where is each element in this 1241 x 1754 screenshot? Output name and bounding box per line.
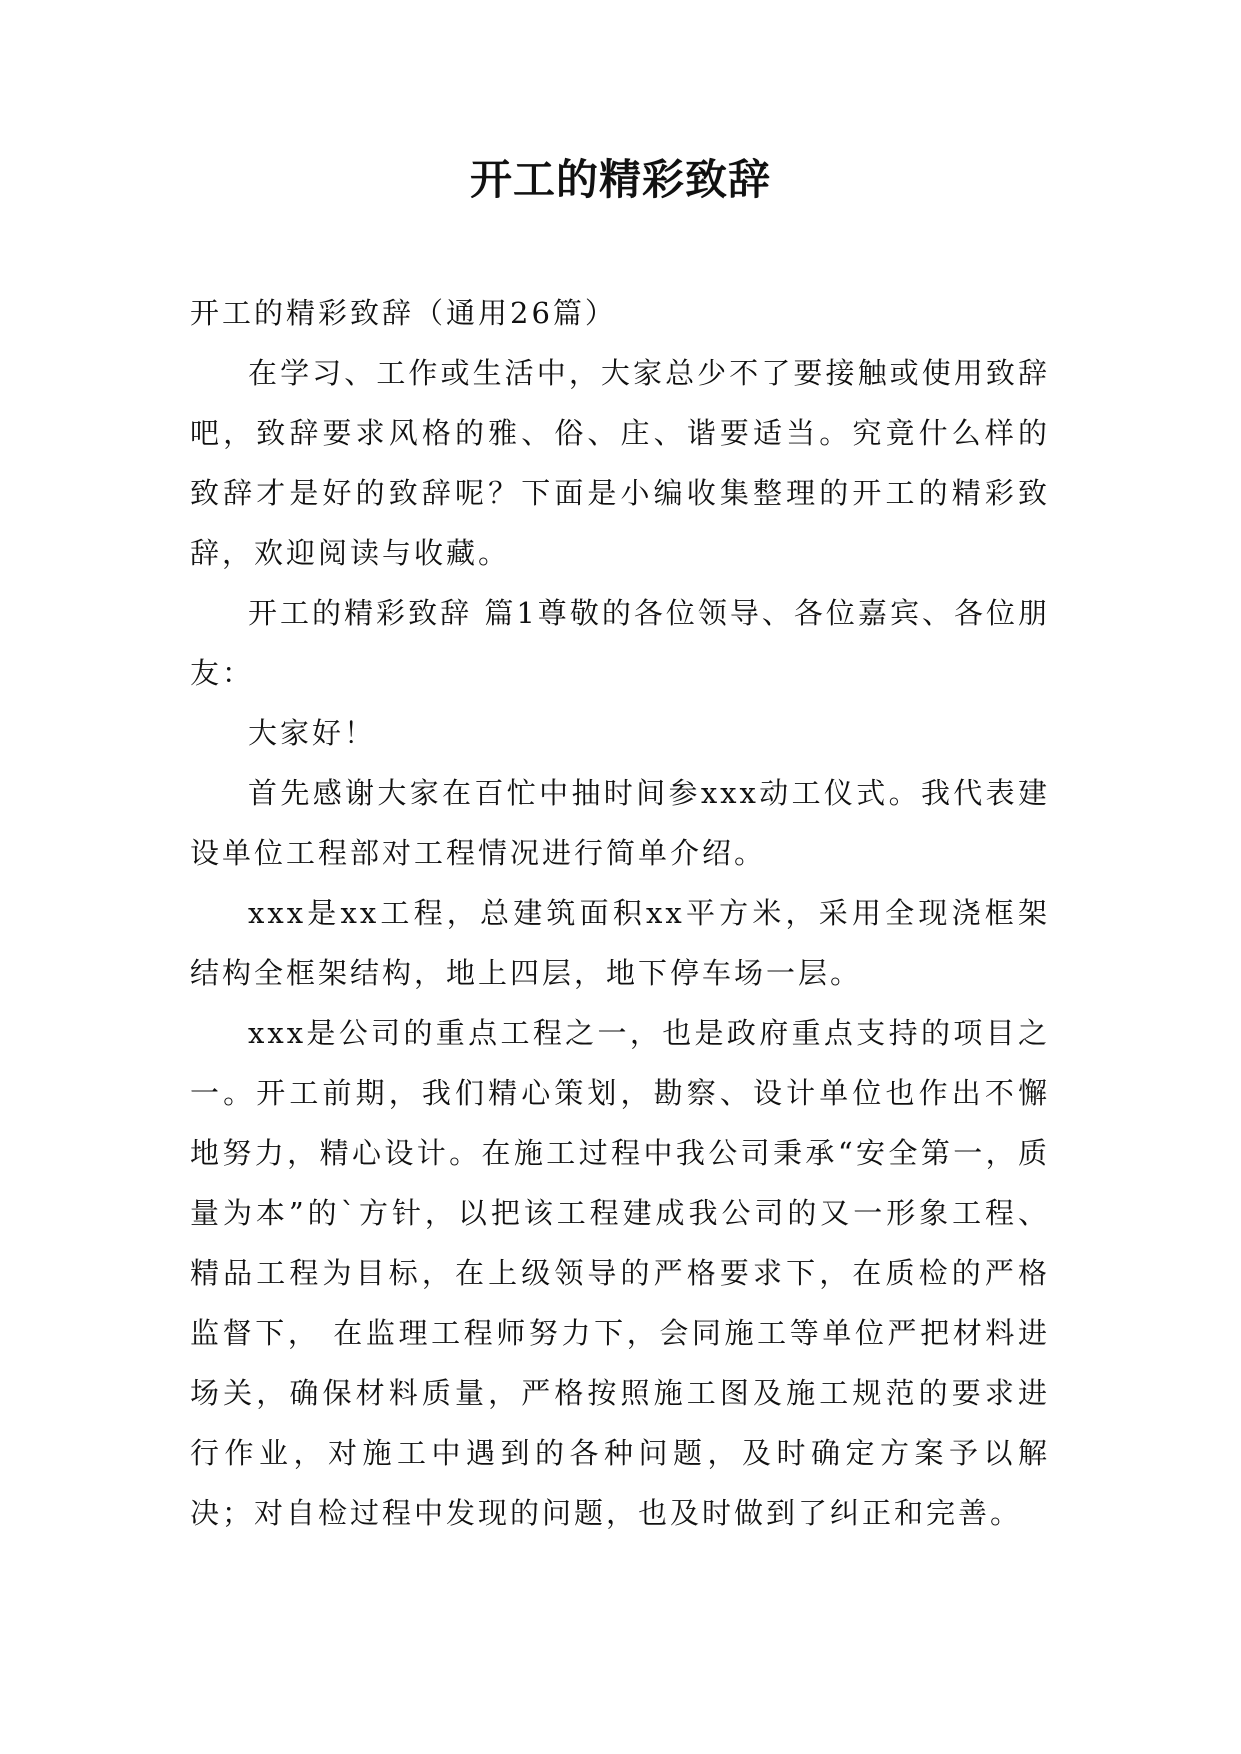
paragraph-project-details: xxx是公司的重点工程之一，也是政府重点支持的项目之一。开工前期，我们精心策划，勘察、设计单位也作出不懈地努力，精心设计。在施工过程中我公司秉承“安全第一，质量为本”的`方针，以把该工程建成我公司的又一形象工程、精品工程为目标，在上级领导的严格要求下，在质检的严格监督下， 在监理工程师努力下，会同施工等单位严把材料进场关，确保材料质量，严格按照施工图及施工规范的要求进行作业，对施工中遇到的各种问题，及时确定方案予以解决；对自检过程中发现的问题，也及时做到了纠正和完善。 (190, 1016, 1050, 1530)
paragraph-greeting-heading: 开工的精彩致辞 篇1尊敬的各位领导、各位嘉宾、各位朋友： (190, 596, 1050, 690)
document-subtitle: 开工的精彩致辞（通用26篇） (190, 296, 617, 330)
document-title: 开工的精彩致辞 (469, 155, 771, 204)
paragraph-intro: 在学习、工作或生活中，大家总少不了要接触或使用致辞吧，致辞要求风格的雅、俗、庄、谐要适当。究竟什么样的致辞才是好的致辞呢？下面是小编收集整理的开工的精彩致辞，欢迎阅读与收藏。 (190, 356, 1050, 570)
document-body (190, 283, 1050, 1543)
paragraph-thanks: 首先感谢大家在百忙中抽时间参xxx动工仪式。我代表建设单位工程部对工程情况进行简单介绍。 (190, 776, 1050, 870)
paragraph-hello: 大家好！ (248, 716, 377, 750)
paragraph-project-overview: xxx是xx工程，总建筑面积xx平方米，采用全现浇框架结构全框架结构，地上四层，地下停车场一层。 (190, 896, 1050, 990)
